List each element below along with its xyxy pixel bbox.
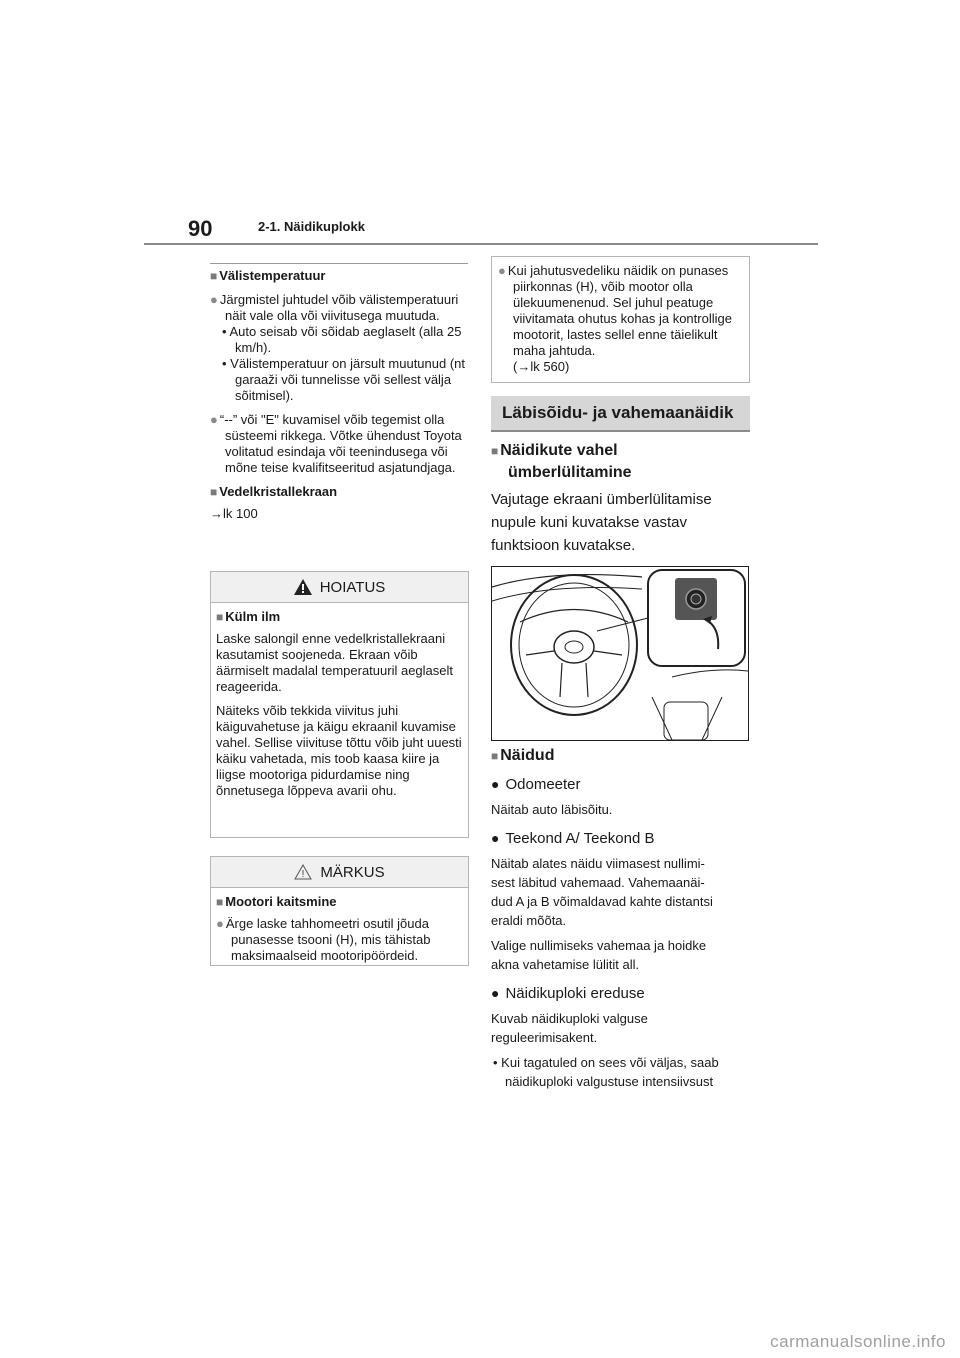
page-number: 90 — [188, 216, 213, 241]
gauges-section — [491, 745, 753, 1091]
odometer-title: Odomeeter — [505, 776, 581, 793]
odometer-text: Näitab auto läbisõitu. — [491, 802, 613, 817]
header-rule — [144, 243, 818, 245]
warning-para-1: Laske salongil enne vedelkristallekraani kasutamist soojeneda. Ekraan võib äärmiselt madalal temperatuuril aeglaselt reageerida. — [216, 631, 454, 694]
brightness-bullet-2: näidikuploki valgustuse intensiivsust — [505, 1074, 714, 1089]
outside-temp-sub-2: • Välistemperatuur on järsult muutunud (nt garaaži või tunnelisse või sellest välja sõitmisel). — [222, 356, 466, 403]
switch-heading-2: ümberlülitamine — [508, 464, 632, 481]
gauges-heading: Näidud — [500, 747, 555, 764]
warning-box — [210, 571, 469, 838]
outside-temp-intro: Järgmistel juhtudel võib välistemperatuuri näit vale olla või viivitusega muutuda. — [219, 292, 459, 323]
round-bullet-icon: ● — [491, 830, 500, 846]
caution-outline-icon — [294, 864, 312, 880]
trip-text2-2: akna vahetamise lülitit all. — [491, 957, 640, 972]
circle-bullet-icon: ● — [216, 916, 224, 931]
square-bullet-icon: ■ — [216, 895, 224, 909]
outside-temp-heading: Välistemperatuur — [219, 268, 326, 283]
outside-temp-sub-1: • Auto seisab või sõidab aeglaselt (alla 25 km/h). — [222, 324, 462, 355]
outside-temp-error: “--” või "E" kuvamisel võib tegemist olla süsteemi rikkega. Võtke ühendust Toyota volitatud esindaja või teenindusega või mõne teise kvalifitseeritud asjatundjaga. — [219, 412, 462, 475]
warning-title: HOIATUS — [319, 578, 386, 596]
notice-bullet: Ärge laske tahhomeetri osutil jõuda punasesse tsooni (H), mis tähistab maksimaalseid mootoripöördeid. — [225, 916, 431, 963]
warning-triangle-icon — [294, 579, 312, 595]
warning-para-2: Näiteks võib tekkida viivitus juhi käiguvahetuse ja käigu ekraanil kuvamise vahel. Sellise viivituse tõttu võib juht uuesti käiku vahetada, mis toob kaasa kiire ja liigse mootoriga pidurdamise ning õnnetusega lõppeva avarii ohu. — [216, 703, 462, 798]
switch-section — [491, 440, 753, 557]
trip-text-1: Näitab alates näidu viimasest nullimi- — [491, 856, 705, 871]
trip-text2-1: Valige nullimiseks vahemaa ja hoidke — [491, 938, 707, 953]
square-bullet-icon: ■ — [491, 749, 499, 763]
trip-text-4: eraldi mõõta. — [491, 913, 567, 928]
section-banner: Läbisõidu- ja vahemaanäidik — [491, 396, 750, 432]
notice-box — [210, 856, 469, 966]
outside-temp-section — [210, 268, 470, 522]
notice-header — [211, 857, 468, 888]
lcd-ref: →lk 100 — [210, 506, 258, 521]
coolant-ref: (→lk 560) — [513, 359, 570, 374]
trip-text-3: dud A ja B võimaldavad kahte distantsi — [491, 894, 713, 909]
steering-wheel-illustration — [492, 567, 748, 740]
brightness-title: Näidikuploki ereduse — [505, 985, 645, 1002]
switch-text-3: funktsioon kuvatakse. — [491, 537, 636, 554]
circle-bullet-icon: ● — [210, 292, 218, 307]
trip-title: Teekond A/ Teekond B — [505, 830, 655, 847]
trip-text-2: sest läbitud vahemaad. Vahemaanäi- — [491, 875, 705, 890]
coolant-note-box — [491, 256, 750, 383]
watermark: carmanualsonline.info — [770, 1332, 946, 1351]
square-bullet-icon: ■ — [216, 610, 224, 624]
warning-subheading: Külm ilm — [225, 609, 281, 624]
section-title: 2-1. Näidikuplokk — [258, 219, 365, 234]
round-bullet-icon: ● — [491, 776, 500, 792]
divider — [210, 263, 468, 264]
brightness-text-1: Kuvab näidikuploki valguse — [491, 1011, 648, 1026]
square-bullet-icon: ■ — [210, 485, 218, 499]
square-bullet-icon: ■ — [210, 269, 218, 283]
circle-bullet-icon: ● — [210, 412, 218, 427]
lcd-heading: Vedelkristallekraan — [219, 484, 338, 499]
brightness-bullet-1: • Kui tagatuled on sees või väljas, saab — [493, 1055, 719, 1070]
dashboard-illustration — [491, 566, 749, 741]
notice-title: MÄRKUS — [320, 863, 385, 881]
notice-subheading: Mootori kaitsmine — [225, 894, 337, 909]
coolant-note: Kui jahutusvedeliku näidik on punases piirkonnas (H), võib mootor olla ülekuumenenud. Sel juhul peatuge viivitamata ohutus kohas ja kontrollige mootorit, lastes sellel enne täielikult maha jahtuda. — [507, 263, 732, 358]
switch-heading-1: Näidikute vahel — [500, 442, 618, 459]
brightness-text-2: reguleerimisakent. — [491, 1030, 598, 1045]
round-bullet-icon: ● — [491, 985, 500, 1001]
switch-text-1: Vajutage ekraani ümberlülitamise — [491, 491, 712, 508]
switch-text-2: nupule kuni kuvatakse vastav — [491, 514, 687, 531]
circle-bullet-icon: ● — [498, 263, 506, 278]
square-bullet-icon: ■ — [491, 444, 499, 458]
warning-header — [211, 572, 468, 603]
